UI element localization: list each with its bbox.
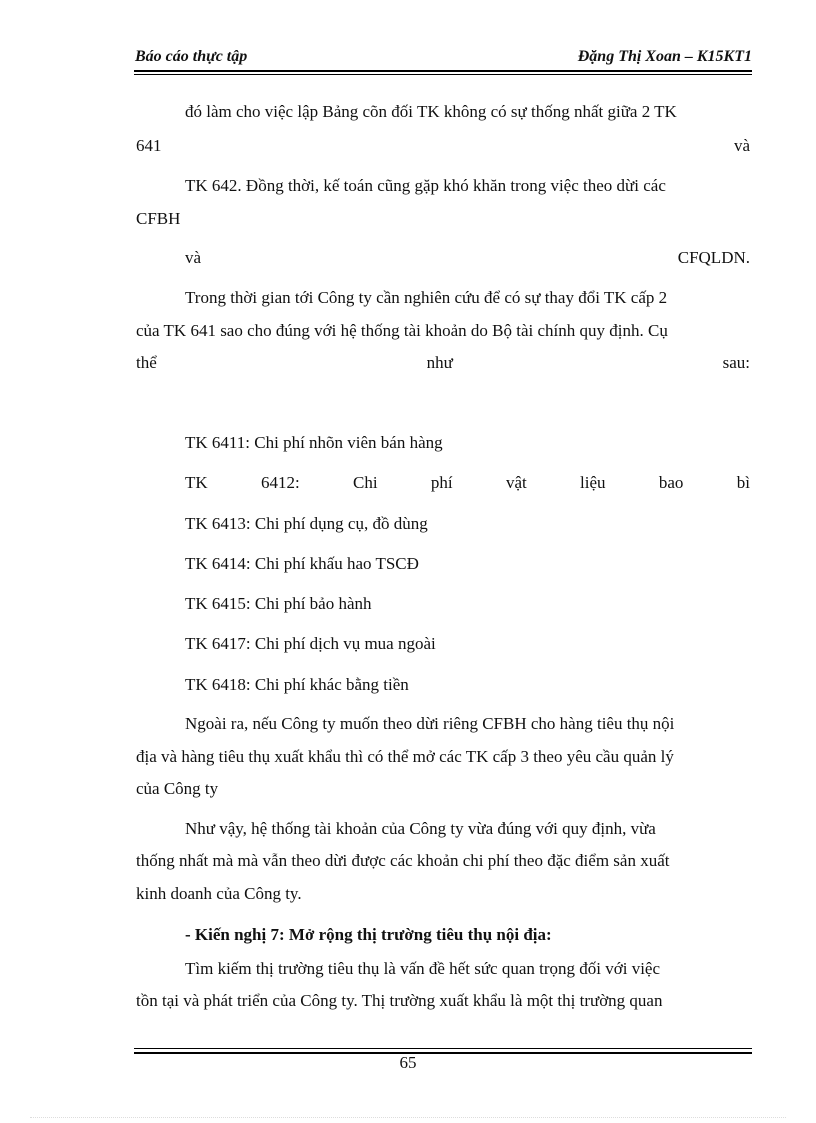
account-item-6417: TK 6417: Chi phí dịch vụ mua ngoài: [185, 634, 436, 653]
word: Chi: [353, 473, 378, 492]
word: sau:: [722, 353, 750, 372]
header-author: Đặng Thị Xoan – K15KT1: [577, 48, 752, 65]
footer-rule-thin: [134, 1048, 752, 1049]
account-item-6413: TK 6413: Chi phí dụng cụ, đồ dùng: [185, 514, 428, 533]
text-line: của TK 641 sao cho đúng với hệ thống tài khoản do Bộ tài chính quy định. Cụ: [136, 321, 668, 340]
text-line: Ngoài ra, nếu Công ty muốn theo dừi riêng CFBH cho hàng tiêu thụ nội: [185, 714, 675, 733]
word: phí: [430, 473, 453, 492]
text-line: kinh doanh của Công ty.: [136, 884, 302, 903]
account-item-6418: TK 6418: Chi phí khác bằng tiền: [185, 675, 409, 694]
word: liệu: [580, 473, 606, 492]
page-header: [134, 46, 752, 72]
text-line: TK 642. Đồng thời, kế toán cũng gặp khó khăn trong việc theo dừi các: [185, 176, 666, 195]
text-line-justified: [136, 136, 750, 156]
word: và: [733, 136, 750, 155]
account-item-6412: [185, 473, 750, 493]
header-rule-thin: [134, 74, 752, 75]
text-line: địa và hàng tiêu thụ xuất khẩu thì có thể mở các TK cấp 3 theo yêu cầu quản lý: [136, 747, 674, 766]
text-line: tồn tại và phát triển của Công ty. Thị trường xuất khẩu là một thị trường quan: [136, 991, 663, 1010]
word: thể: [136, 353, 157, 372]
text-line-justified: [136, 353, 750, 373]
word: bao: [658, 473, 684, 492]
text-line-justified: [185, 248, 750, 268]
text-line: của Công ty: [136, 779, 219, 798]
text-line: Trong thời gian tới Công ty cần nghiên cứu để có sự thay đổi TK cấp 2: [185, 288, 668, 307]
text-line: Tìm kiếm thị trường tiêu thụ là vấn đề hết sức quan trọng đối với việc: [185, 959, 661, 978]
account-item-6414: TK 6414: Chi phí khấu hao TSCĐ: [185, 554, 419, 573]
header-report-title: Báo cáo thực tập: [135, 48, 248, 65]
account-item-6411: TK 6411: Chi phí nhõn viên bán hàng: [185, 433, 443, 452]
word: 641: [136, 136, 162, 155]
section-heading: - Kiến nghị 7: Mở rộng thị trường tiêu thụ nội địa:: [185, 925, 552, 944]
text-line: thống nhất mà mà vẫn theo dừi được các khoản chi phí theo đặc điểm sản xuất: [136, 851, 670, 870]
account-item-6415: TK 6415: Chi phí bảo hành: [185, 594, 372, 613]
text-line: CFBH: [136, 209, 181, 228]
page-number: 65: [399, 1053, 417, 1072]
text-line: đó làm cho việc lập Bảng cõn đối TK không có sự thống nhất giữa 2 TK: [185, 102, 677, 121]
word: TK: [185, 473, 208, 492]
page-edge-dots: [30, 1117, 786, 1118]
word: CFQLDN.: [677, 248, 750, 267]
word: bì: [736, 473, 750, 492]
word: như: [426, 353, 453, 372]
header-rule-thick: [134, 70, 752, 72]
word: 6412:: [260, 473, 300, 492]
text-line: Như vậy, hệ thống tài khoản của Công ty vừa đúng với quy định, vừa: [185, 819, 656, 838]
word: và: [185, 248, 202, 267]
word: vật: [505, 473, 527, 492]
